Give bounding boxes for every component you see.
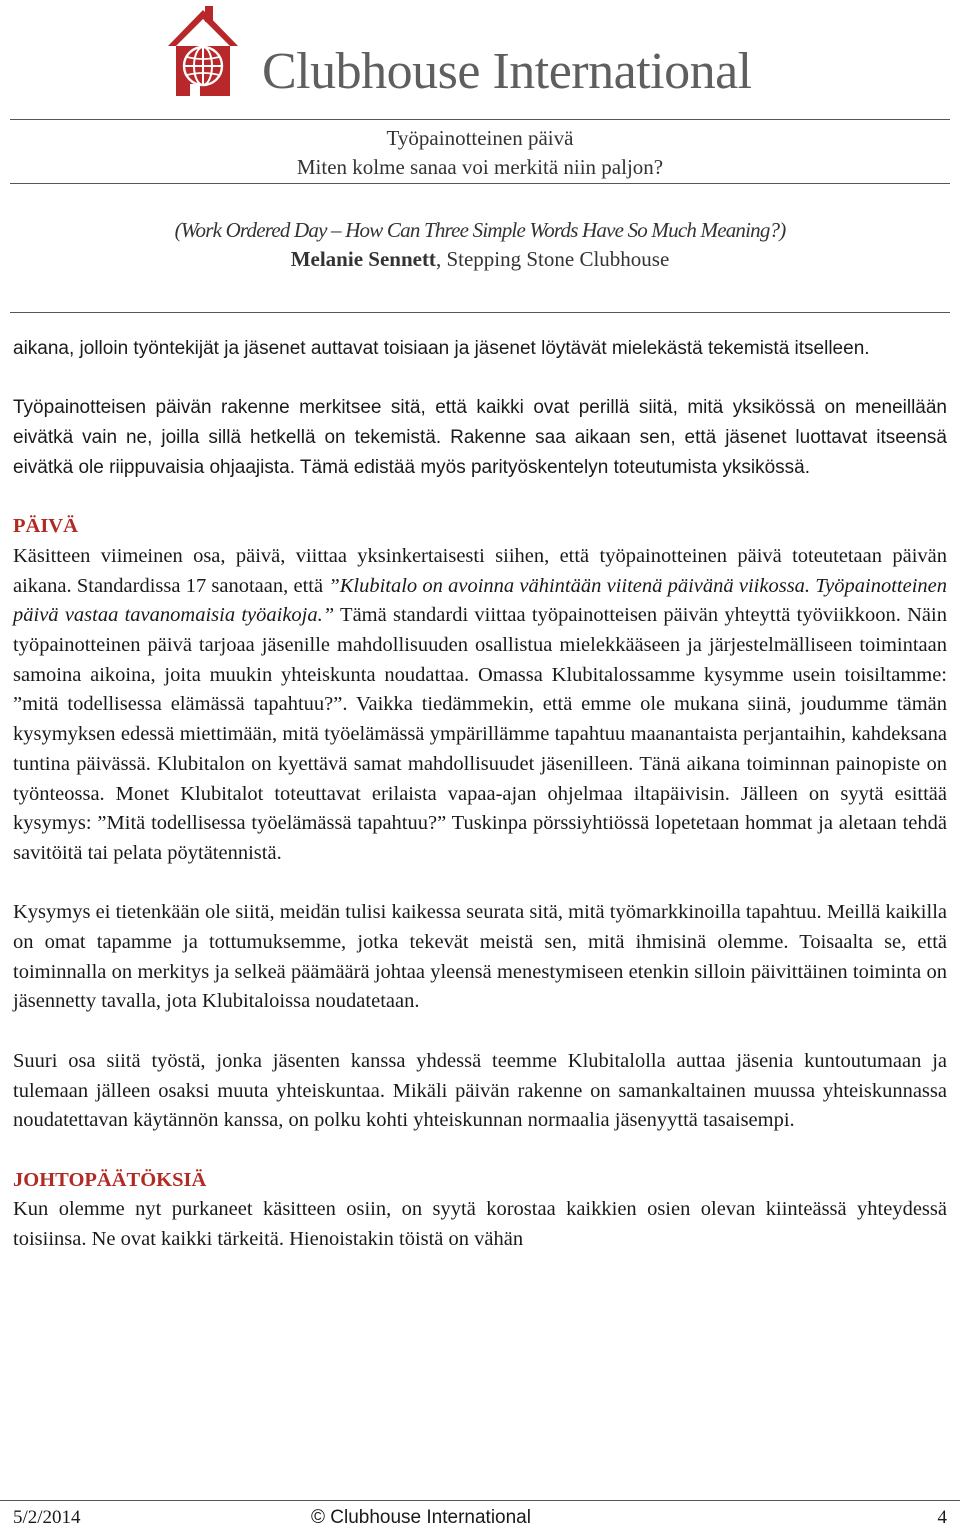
author-name: Melanie Sennett	[290, 247, 436, 271]
house-globe-logo-icon	[166, 2, 240, 98]
brand-name: Clubhouse International	[262, 43, 752, 100]
author-affiliation: , Stepping Stone Clubhouse	[435, 247, 670, 271]
english-title: (Work Ordered Day – How Can Three Simple Words Have So Much Meaning?)	[174, 218, 786, 242]
paragraph-2	[13, 393, 947, 482]
author-line	[0, 245, 960, 274]
footer-rule	[0, 1500, 960, 1501]
heading-johtopaatoksia: JOHTOPÄÄTÖKSIÄ	[13, 1168, 207, 1191]
document-title: Työpainotteinen päivä	[386, 126, 574, 150]
paragraph-5: Suuri osa siitä työstä, jonka jäsenten kanssa yhdessä teemme Klubitalolla auttaa jäsenia kuntoutumaan ja tulemaan jälleen osaksi muuta yhteiskuntaa. Mikäli päivän rakenne on samankaltainen muussa yhteiskunnassa noudatettavan käytännön kanssa, on polku kohti yhteiskunnan normaalia jäsenyyttä tasaisempi.	[13, 1049, 947, 1132]
paragraph-3-rest: Tämä standardi viittaa työpainotteisen päivän yhteyttä työviikkoon. Näin työpainotteinen päivä tarjoaa jäsenille mahdollisuuden osallistua mielekkääseen ja järjestelmälliseen toimintaan samoina aikoina, joita muukin yhteiskunta noudattaa. Omassa Klubitalossamme kysymme usein toisiltamme: ”mitä todellisessa elämässä tapahtuu?”. Vaikka tiedämmekin, että emme ole mukana siinä, joudumme tämän kysymyksen edessä miettimään, mitä työelämässä ympärillämme tapahtuu maanantaista perjantaihin, kahdeksana tuntina päivässä. Klubitalon on kyettävä samat mahdollisuudet jäsenilleen. Tänä aikana toiminnan painopiste on työnteossa. Monet Klubitalot toteuttavat erilaista vapaa-ajan ohjelmaa iltapäivisin. Jälleen on syytä esittää kysymys: ”Mitä todellisessa työelämässä tapahtuu?” Tuskinpa pörssiyhtiössä lopetetaan hommat ja aletaan tehdä savitöitä tai pelata pöytätennistä.	[13, 604, 947, 864]
footer-copyright: © Clubhouse International	[311, 1507, 531, 1528]
standard-17-quote: ”Klubitalo on avoinna vähintään viitenä päivänä viikossa. Työpainotteinen päivä vastaa tavanomaisia työaikoja.”	[13, 574, 947, 627]
heading-paiva: PÄIVÄ	[13, 515, 78, 538]
paragraph-1: aikana, jolloin työntekijät ja jäsenet auttavat toisiaan ja jäsenet löytävät mielekästä tekemistä itselleen.	[13, 338, 870, 359]
document-subtitle: Miten kolme sanaa voi merkitä niin paljon?	[296, 155, 664, 179]
article-body	[13, 334, 947, 1255]
paragraph-4: Kysymys ei tietenkään ole siitä, meidän tulisi kaikessa seurata sitä, mitä työmarkkinoilla tapahtuu. Meillä kaikilla on omat tapamme ja tottumuksemme, jotka tekevät meistä sen, mitä ihmisinä olemme. Toisaalta se, että toiminnalla on merkitys ja selkeä päämäärä johtaa yleensä menestymiseen etenkin silloin päivittäinen toiminta on jäsennetty tavalla, jota Klubitaloissa noudatetaan.	[13, 901, 947, 1013]
paragraph-2-rest: Rakenne saa aikaan sen, että jäsenet luottavat itseensä eivätkä ole riippuvaisia ohjaajista. Tämä edistää myös parityöskentelyn toteutumista yksikössä.	[13, 427, 947, 478]
page-number: 4	[937, 1507, 947, 1528]
paragraph-3	[13, 542, 947, 869]
paragraph-3-start: Käsitteen viimeinen osa, päivä, viittaa yksinkertaisesti siihen, että työpainotteinen päivä toteutetaan päivän aikana. Standardissa 17 sanotaan, että	[13, 544, 947, 597]
header-mid-rule	[10, 183, 950, 184]
footer-date: 5/2/2014	[13, 1507, 81, 1528]
header-top-rule	[10, 119, 950, 120]
paragraph-6: Kun olemme nyt purkaneet käsitteen osiin, on syytä korostaa kaikkien osien olevan kiinteässä yhteydessä toisiinsa. Ne ovat kaikki tärkeitä. Hienoistakin töistä on vähän	[13, 1198, 947, 1251]
paragraph-2-sans: Työpainotteisen päivän rakenne merkitsee sitä, että kaikki ovat perillä siitä, mitä yksikössä on meneillään eivätkä vain ne, joilla sillä hetkellä on tekemistä.	[13, 397, 947, 449]
header-bottom-rule	[10, 312, 950, 313]
page-footer	[13, 1503, 947, 1533]
